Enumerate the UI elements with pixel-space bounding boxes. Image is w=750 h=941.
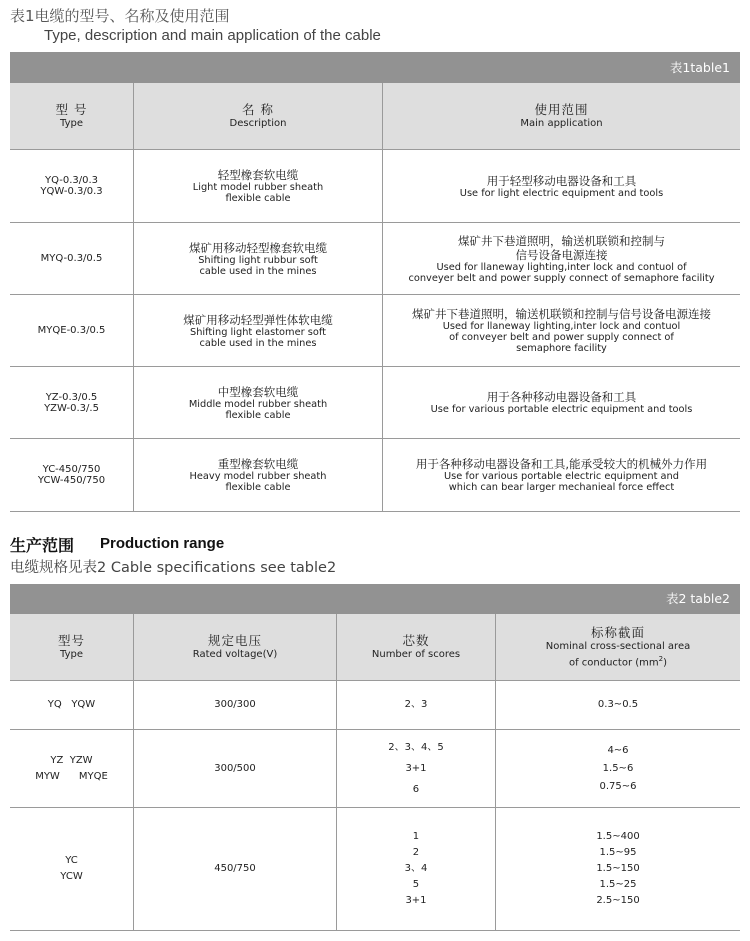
table1-header-type: 型 号 Type [55,102,88,129]
table2-header-area: 标称截面 Nominal cross-sectional area of conductor $(mm^2)$ [545,624,691,669]
table1-bottom-border [10,511,740,512]
table1-row2-application: 煤矿井下巷道照明，输送机联锁和控制与 信号设备电源连接 Used for llaneway lighting,inter lock and contuol of conveyer belt and power supply connect of semaphore facility [408,233,715,284]
table2-row2-cores: 2、3、4、5 3+1 6 [388,742,444,795]
table2-row3-area: 1.5~400 1.5~95 1.5~150 1.5~25 2.5~150 [596,831,640,906]
production-range-title-cn: 生产范围 [10,536,75,555]
table2-label: 表2 table2 [665,591,730,606]
table1-row5-application: 用于各种移动电器设备和工具,能承受较大的机械外力作用 Use for various portable electric equipment and which can bear larger mechanieal force effect [415,457,708,493]
table1-title-en: Type, description and main application of the cable [44,27,381,44]
table2-row1-area: 0.3~0.5 [597,699,639,710]
table1-label: 表1table1 [669,60,730,75]
table2-row3-type: YC YCW [60,855,83,882]
table1-row2-type: MYQ-0.3/0.5 [40,253,103,264]
table1-row1-application: 用于轻型移动电器设备和工具 Use for light electric equipment and tools [459,173,664,199]
table2-row3-voltage: 450/750 [214,863,256,874]
table2-header-voltage: 规定电压 Rated voltage(V) [192,633,278,660]
table1-row1-type: YQ-0.3/0.3 YQW-0.3/0.3 [40,175,103,197]
table1-row5-description: 重型橡套软电缆 Heavy model rubber sheath flexible cable [189,457,327,493]
table1-row3-description: 煤矿用移动轻型弹性体软电缆 Shifting light elastomer soft cable used in the mines [183,312,333,349]
production-range-title-en: Production range [100,535,225,552]
table1-row3-type: MYQE-0.3/0.5 [37,325,106,336]
table1-row4-type: YZ-0.3/0.5 YZW-0.3/.5 [44,391,99,414]
table1-label-bar [10,52,740,83]
table2-row3-cores: 1 2 3、4 5 3+1 [404,831,428,906]
table2-row1-type: YQ YQW [47,699,96,710]
production-range-subtitle: 电缆规格见表2 Cable specifications see table2 [10,560,337,576]
table2-label-bar [10,584,740,614]
table1-row4-description: 中型橡套软电缆 Middle model rubber sheath flexible cable [188,384,328,421]
table1-row1-description: 轻型橡套软电缆 Light model rubber sheath flexible cable [192,168,324,204]
table2-header-cores: 芯数 Number of scores [371,633,461,660]
table2-header-type: 型号 Type [57,633,85,660]
table1-row4-application: 用于各种移动电器设备和工具 Use for various portable electric equipment and tools [430,390,693,415]
table1-header-description: 名 称 Description [229,102,287,129]
table2-row1-cores: 2、3 [404,699,428,710]
table1-header-application: 使用范围 Main application [520,102,603,129]
table2-bottom-border [10,930,740,931]
table1-title-cn: 表1电缆的型号、名称及使用范围 [10,7,230,25]
table2-row2-area: 4~6 1.5~6 0.75~6 [599,744,637,792]
table2-row2-type: YZ YZW MYW MYQE [35,754,108,782]
table2-row1-voltage: 300/300 [214,699,256,710]
table2-row2-voltage: 300/500 [214,762,256,774]
table1-row5-type: YC-450/750 YCW-450/750 [37,464,106,486]
table1-row2-description: 煤矿用移动轻型橡套软电缆 Shifting light rubbur soft cable used in the mines [189,240,327,277]
table1-row3-application: 煤矿井下巷道照明，输送机联锁和控制与信号设备电源连接 Used for llaneway lighting,inter lock and contuol of conveyer belt and power supply connect of semaphore facility [412,307,711,354]
